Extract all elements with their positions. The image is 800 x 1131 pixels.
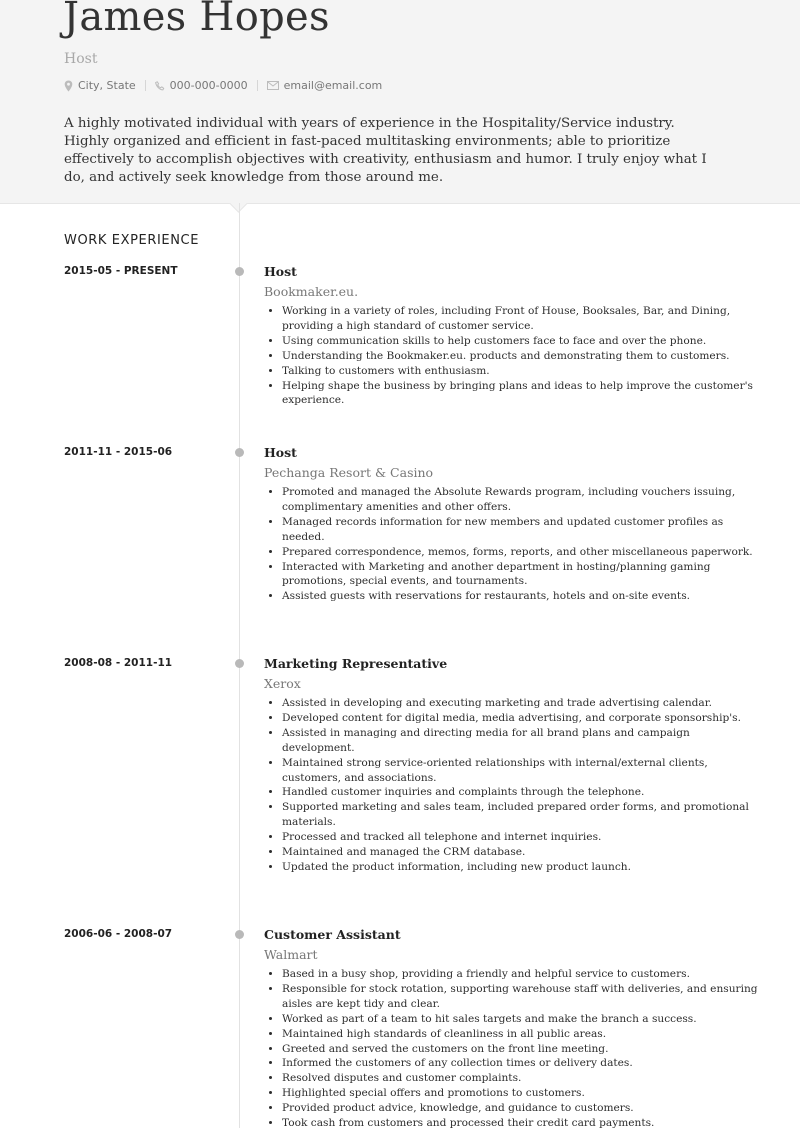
job-date: 2015-05 - PRESENT [64,265,178,277]
duty-item: • Managed records information for new members and updated customer profiles as needed. [282,515,760,545]
job-title: Host [264,445,297,460]
job-date: 2008-08 - 2011-11 [64,657,173,669]
timeline-dot [235,659,244,668]
section-title-work-experience: WORK EXPERIENCE [64,233,200,248]
duty-item: • Updated the product information, including new product launch. [282,860,760,875]
job-company: Xerox [264,676,301,691]
job-duties [264,696,760,875]
contact-location [64,79,136,92]
job-company: Bookmaker.eu. [264,284,359,299]
contact-phone [155,79,248,92]
candidate-name: James Hopes [63,0,330,40]
duty-item: • Talking to customers with enthusiasm. [282,364,760,379]
job-company: Pechanga Resort & Casino [264,465,434,480]
duty-item: • Assisted guests with reservations for restaurants, hotels and on-site events. [282,589,760,604]
duty-item: • Using communication skills to help customers face to face and over the phone. [282,334,760,349]
job-title: Marketing Representative [264,656,448,671]
duty-item: • Working in a variety of roles, including Front of House, Booksales, Bar, and Dining, providing a high standard of customer service. [282,304,760,334]
contact-divider [257,80,258,91]
duty-item: • Developed content for digital media, media advertising, and corporate sponsorship's. [282,711,760,726]
duty-item: • Assisted in developing and executing marketing and trade advertising calendar. [282,696,760,711]
duty-item: • Interacted with Marketing and another department in hosting/planning gaming promotions, special events, and tournaments. [282,560,760,590]
candidate-role: Host [64,51,98,67]
duty-item: • Supported marketing and sales team, included prepared order forms, and promotional materials. [282,800,760,830]
duty-item: • Maintained strong service-oriented relationships with internal/external clients, customers, and associations. [282,756,760,786]
duty-item: • Provided product advice, knowledge, and guidance to customers. [282,1101,760,1116]
duty-item: • Responsible for stock rotation, supporting warehouse staff with deliveries, and ensuring aisles are kept tidy and clear. [282,982,760,1012]
location-text: City, State [78,79,136,92]
timeline-dot [235,267,244,276]
contact-info [64,79,382,92]
job-date: 2011-11 - 2015-06 [64,446,173,458]
professional-summary: A highly motivated individual with years of experience in the Hospitality/Service industry. Highly organized and efficient in fast-paced multitasking environments; able to prioritize effectively to accomplish objectives with creativity, enthusiasm and humor. I truly enjoy what I do, and actively seek knowledge from those around me. [64,116,707,185]
duty-item: • Helping shape the business by bringing plans and ideas to help improve the customer's experience. [282,379,760,409]
envelope-icon [267,81,279,90]
duty-item: • Greeted and served the customers on the front line meeting. [282,1042,760,1057]
duty-item: • Worked as part of a team to hit sales targets and make the branch a success. [282,1012,760,1027]
duty-item: • Prepared correspondence, memos, forms, reports, and other miscellaneous paperwork. [282,545,760,560]
duty-item: • Based in a busy shop, providing a friendly and helpful service to customers. [282,967,760,982]
job-title: Host [264,264,297,279]
job-company: Walmart [264,947,318,962]
job-date: 2006-06 - 2008-07 [64,928,173,940]
resume-header [0,0,800,204]
duty-item: • Handled customer inquiries and complaints through the telephone. [282,785,760,800]
job-title: Customer Assistant [264,927,401,942]
duty-item: • Maintained and managed the CRM database. [282,845,760,860]
timeline-dot [235,448,244,457]
job-duties [264,967,760,1131]
duty-item: • Processed and tracked all telephone and internet inquiries. [282,830,760,845]
location-pin-icon [64,80,73,92]
duty-item: • Resolved disputes and customer complaints. [282,1071,760,1086]
duty-item: • Promoted and managed the Absolute Rewards program, including vouchers issuing, complimentary amenities and other offers. [282,485,760,515]
duty-item: • Assisted in managing and directing media for all brand plans and campaign development. [282,726,760,756]
phone-text: 000-000-0000 [169,79,248,92]
email-text[interactable]: email@email.com [283,79,383,92]
duty-item: • Informed the customers of any collection times or delivery dates. [282,1056,760,1071]
contact-divider [145,80,146,91]
duty-item: • Understanding the Bookmaker.eu. products and demonstrating them to customers. [282,349,760,364]
duty-item: • Highlighted special offers and promotions to customers. [282,1086,760,1101]
job-duties [264,304,760,408]
contact-email[interactable] [267,79,383,92]
job-duties [264,485,760,604]
duty-item: • Took cash from customers and processed their credit card payments. [282,1116,760,1131]
phone-icon [155,81,165,91]
duty-item: • Maintained high standards of cleanliness in all public areas. [282,1027,760,1042]
timeline-dot [235,930,244,939]
